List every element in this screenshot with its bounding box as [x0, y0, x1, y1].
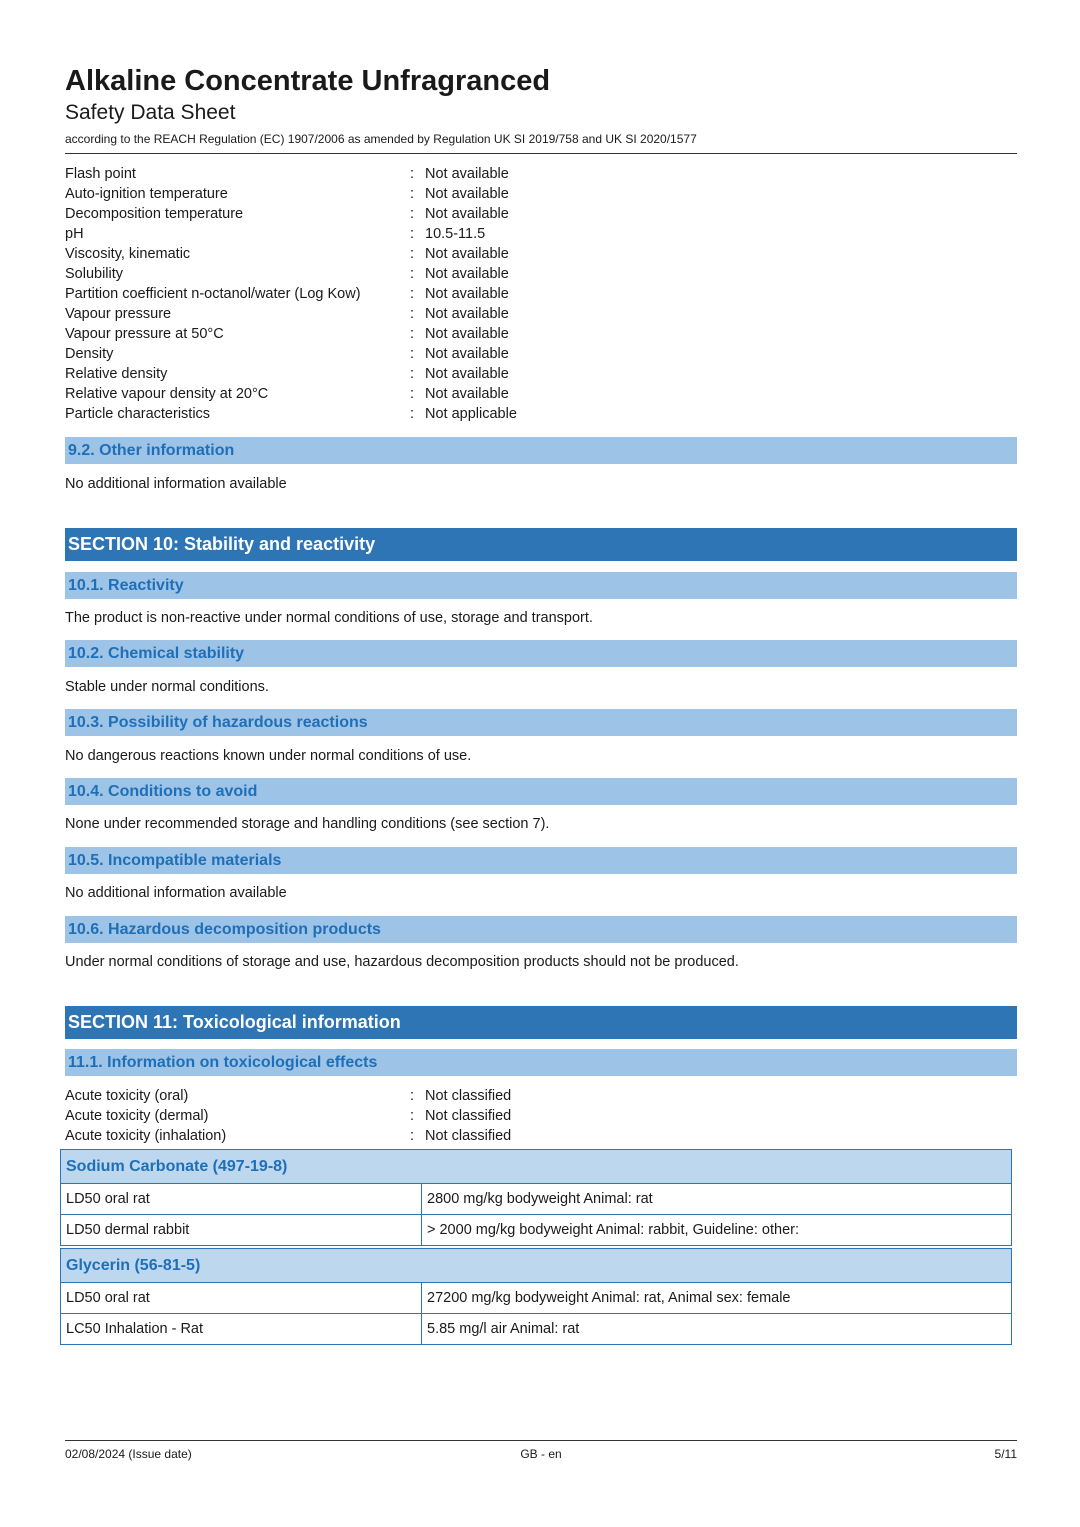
subsection-heading-10-3: 10.3. Possibility of hazardous reactions	[65, 709, 1017, 736]
property-row	[65, 184, 1017, 204]
property-label: pH	[65, 226, 84, 242]
property-label: Flash point	[65, 166, 136, 182]
table-cell-label: LD50 oral rat	[61, 1283, 422, 1314]
property-row	[65, 344, 1017, 364]
table-cell-value: 27200 mg/kg bodyweight Animal: rat, Animal sex: female	[422, 1283, 1012, 1314]
subsection-heading-11-1: 11.1. Information on toxicological effects	[65, 1049, 1017, 1076]
table-cell-value: 5.85 mg/l air Animal: rat	[422, 1314, 1012, 1345]
property-label: Density	[65, 346, 114, 362]
property-value: Not available	[425, 206, 509, 222]
separator: :	[410, 246, 415, 262]
separator: :	[410, 286, 415, 302]
property-value: Not available	[425, 386, 509, 402]
property-value: Not available	[425, 266, 509, 282]
property-value: Not available	[425, 186, 509, 202]
separator: :	[410, 186, 415, 202]
property-row	[65, 284, 1017, 304]
property-row	[65, 324, 1017, 344]
acute-label: Acute toxicity (inhalation)	[65, 1128, 227, 1144]
subsection-text-10-6: Under normal conditions of storage and use, hazardous decomposition products should not be produced.	[65, 954, 739, 970]
separator: :	[410, 1108, 415, 1124]
property-label: Decomposition temperature	[65, 206, 244, 222]
property-value: Not available	[425, 366, 509, 382]
subsection-heading-10-1: 10.1. Reactivity	[65, 572, 1017, 599]
acute-value: Not classified	[425, 1088, 512, 1104]
table-row	[61, 1215, 1012, 1246]
acute-toxicity-list	[65, 1086, 1017, 1146]
property-label: Solubility	[65, 266, 124, 282]
table-cell-label: LC50 Inhalation - Rat	[61, 1314, 422, 1345]
table-row	[61, 1184, 1012, 1215]
property-label: Partition coefficient n-octanol/water (Log Kow)	[65, 286, 361, 302]
property-row	[65, 384, 1017, 404]
subsection-text-9-2: No additional information available	[65, 476, 287, 492]
property-row	[65, 364, 1017, 384]
regulation-note: according to the REACH Regulation (EC) 1907/2006 as amended by Regulation UK SI 2019/758 and UK SI 2020/1577	[65, 132, 697, 146]
separator: :	[410, 206, 415, 222]
table-cell-value: 2800 mg/kg bodyweight Animal: rat	[422, 1184, 1012, 1215]
subsection-text-10-5: No additional information available	[65, 885, 287, 901]
section-heading-10: SECTION 10: Stability and reactivity	[65, 528, 1017, 561]
acute-label: Acute toxicity (oral)	[65, 1088, 189, 1104]
document-header	[65, 64, 1017, 147]
separator: :	[410, 1088, 415, 1104]
subsection-heading-10-4: 10.4. Conditions to avoid	[65, 778, 1017, 805]
separator: :	[410, 226, 415, 242]
subsection-text-10-2: Stable under normal conditions.	[65, 679, 269, 695]
header-divider	[65, 153, 1017, 154]
subsection-text-10-1: The product is non-reactive under normal conditions of use, storage and transport.	[65, 610, 593, 626]
substance-name: Glycerin (56-81-5)	[61, 1249, 1012, 1283]
property-label: Particle characteristics	[65, 406, 211, 422]
property-label: Vapour pressure	[65, 306, 172, 322]
separator: :	[410, 346, 415, 362]
property-row	[65, 164, 1017, 184]
separator: :	[410, 1128, 415, 1144]
separator: :	[410, 386, 415, 402]
locale-label: GB - en	[520, 1447, 562, 1461]
property-row	[65, 204, 1017, 224]
issue-date: 02/08/2024 (Issue date)	[65, 1447, 192, 1461]
property-label: Relative density	[65, 366, 168, 382]
substance-name: Sodium Carbonate (497-19-8)	[61, 1150, 1012, 1184]
property-value: Not available	[425, 286, 509, 302]
subsection-heading-10-5: 10.5. Incompatible materials	[65, 847, 1017, 874]
subsection-heading-10-2: 10.2. Chemical stability	[65, 640, 1017, 667]
table-cell-label: LD50 oral rat	[61, 1184, 422, 1215]
table-cell-value: > 2000 mg/kg bodyweight Animal: rabbit, Guideline: other:	[422, 1215, 1012, 1246]
property-row	[65, 404, 1017, 424]
table-row	[61, 1283, 1012, 1314]
document-title: Alkaline Concentrate Unfragranced	[65, 65, 551, 97]
footer-divider	[65, 1440, 1017, 1441]
separator: :	[410, 406, 415, 422]
section-heading-11: SECTION 11: Toxicological information	[65, 1006, 1017, 1039]
property-label: Relative vapour density at 20°C	[65, 386, 269, 402]
acute-toxicity-row	[65, 1126, 1017, 1146]
separator: :	[410, 306, 415, 322]
acute-toxicity-row	[65, 1106, 1017, 1126]
subsection-text-10-3: No dangerous reactions known under normal conditions of use.	[65, 748, 472, 764]
toxicity-table-glycerin	[60, 1248, 1012, 1345]
property-label: Vapour pressure at 50°C	[65, 326, 224, 342]
properties-list	[65, 164, 1017, 424]
property-label: Viscosity, kinematic	[65, 246, 191, 262]
table-cell-label: LD50 dermal rabbit	[61, 1215, 422, 1246]
page-number: 5/11	[994, 1447, 1017, 1461]
acute-label: Acute toxicity (dermal)	[65, 1108, 209, 1124]
separator: :	[410, 326, 415, 342]
toxicity-table-sodium-carbonate	[60, 1149, 1012, 1246]
property-row	[65, 244, 1017, 264]
property-row	[65, 304, 1017, 324]
subsection-text-10-4: None under recommended storage and handling conditions (see section 7).	[65, 816, 550, 832]
property-value: Not applicable	[425, 406, 517, 422]
table-header-row	[61, 1150, 1012, 1184]
separator: :	[410, 266, 415, 282]
property-row	[65, 264, 1017, 284]
property-value: Not available	[425, 306, 509, 322]
table-header-row	[61, 1249, 1012, 1283]
property-value: Not available	[425, 346, 509, 362]
property-value: Not available	[425, 326, 509, 342]
subsection-heading-10-6: 10.6. Hazardous decomposition products	[65, 916, 1017, 943]
property-row	[65, 224, 1017, 244]
subsection-heading-9-2: 9.2. Other information	[65, 437, 1017, 464]
acute-value: Not classified	[425, 1128, 512, 1144]
separator: :	[410, 166, 415, 182]
acute-value: Not classified	[425, 1108, 512, 1124]
property-label: Auto-ignition temperature	[65, 186, 228, 202]
property-value: 10.5-11.5	[425, 226, 486, 242]
table-row	[61, 1314, 1012, 1345]
document-subtitle: Safety Data Sheet	[65, 101, 236, 124]
separator: :	[410, 366, 415, 382]
acute-toxicity-row	[65, 1086, 1017, 1106]
property-value: Not available	[425, 246, 509, 262]
property-value: Not available	[425, 166, 509, 182]
